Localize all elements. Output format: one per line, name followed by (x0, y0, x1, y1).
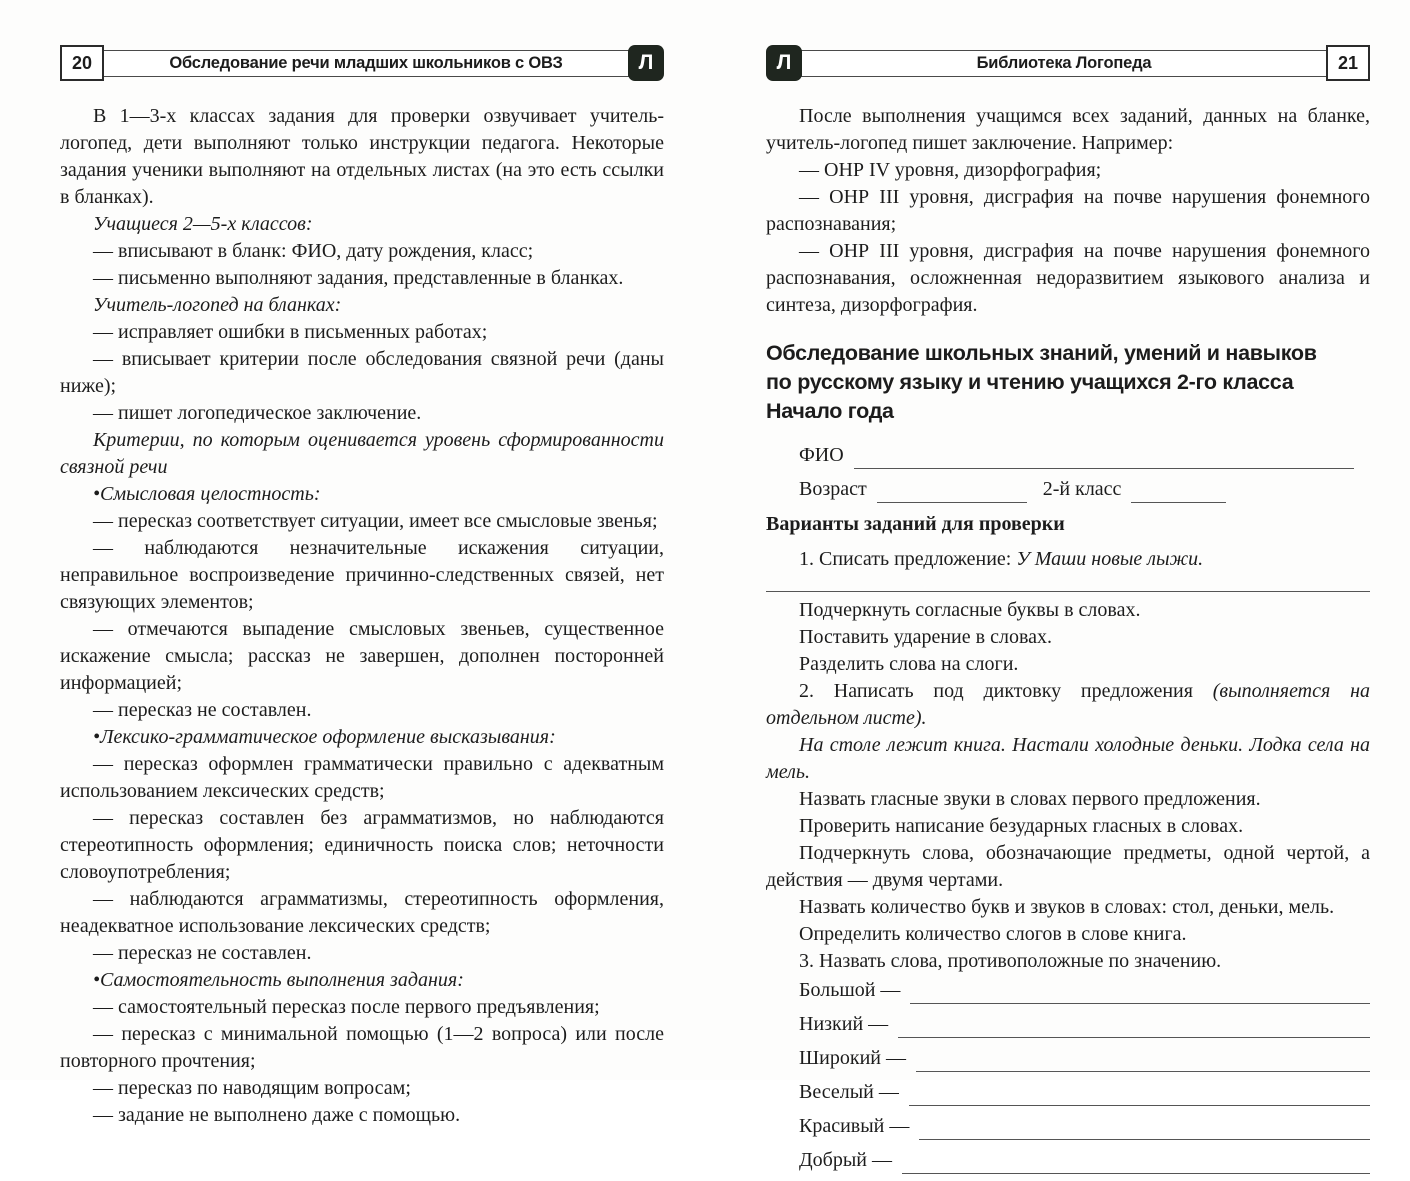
paragraph: Разделить слова на слоги. (799, 653, 1019, 675)
antonym-row (766, 1011, 1370, 1038)
antonym-word: Красивый — (799, 1115, 910, 1137)
paragraph: Критерии, по которым оценивается уровень сформированности связной речи (60, 429, 664, 478)
text-segment: 2. Написать под диктовку предложения (799, 680, 1213, 702)
paragraph: — ОНР III уровня, дисграфия на почве нарушения фонемного распознавания, осложненная недоразвитием языкового анализа и синтеза, дизорфография. (766, 240, 1370, 316)
emphasized-text: (выполняется на отдельном листе). (766, 680, 1370, 729)
blank-line (910, 983, 1370, 1004)
paragraph: — ОНР IV уровня, дизорфография; (799, 159, 1102, 181)
paragraph: На столе лежит книга. Настали холодные деньки. Лодка села на мель. (766, 734, 1370, 783)
paragraph: — отмечаются выпадение смысловых звеньев, существенное искажение смысла; рассказ не завершен, дополнен посторонней информацией; (60, 618, 664, 694)
paragraph: •Смысловая целостность: (93, 483, 321, 505)
paragraph: — пересказ по наводящим вопросам; (93, 1077, 411, 1099)
form-field-row (766, 442, 1370, 469)
paragraph: — пересказ с минимальной помощью (1—2 вопроса) или после повторного прочтения; (60, 1023, 664, 1072)
antonym-row (766, 1045, 1370, 1072)
antonym-row (766, 1147, 1370, 1174)
paragraph: Поставить ударение в словах. (799, 626, 1052, 648)
paragraph: — ОНР III уровня, дисграфия на почве нарушения фонемного распознавания; (766, 186, 1370, 235)
paragraph: — пересказ соответствует ситуации, имеет все смысловые звенья; (93, 510, 658, 532)
antonym-row (766, 1113, 1370, 1140)
field-label: ФИО (799, 444, 844, 466)
blank-line (909, 1085, 1370, 1106)
page-number: 21 (1326, 45, 1370, 81)
paragraph: •Лексико-грамматическое оформление высказывания: (93, 726, 556, 748)
running-title: Обследование речи младших школьников с ОВЗ (103, 50, 629, 77)
antonym-word: Большой — (799, 979, 901, 1001)
blank-line (919, 1119, 1370, 1140)
paragraph: После выполнения учащимся всех заданий, данных на бланке, учитель-логопед пишет заключение. Например: (766, 105, 1370, 154)
paragraph: Подчеркнуть слова, обозначающие предметы, одной чертой, а действия — двумя чертами. (766, 842, 1370, 891)
paragraph: Учащиеся 2—5-х классов: (93, 213, 313, 235)
blank-line (916, 1051, 1370, 1072)
antonym-row (766, 1079, 1370, 1106)
right-page-body (766, 103, 1370, 1174)
antonym-word: Низкий — (799, 1013, 889, 1035)
paragraph: Подчеркнуть согласные буквы в словах. (799, 599, 1141, 621)
paragraph: — вписывает критерии после обследования связной речи (даны ниже); (60, 348, 664, 397)
running-head-left (60, 44, 664, 82)
left-page-body (60, 103, 664, 1129)
running-head-right (766, 44, 1370, 82)
section-heading (766, 339, 1370, 426)
subheading: Варианты заданий для проверки (766, 513, 1065, 535)
blank-line (854, 448, 1354, 469)
page-right (766, 44, 1370, 1181)
blank-line (1131, 482, 1226, 503)
paragraph: — пересказ оформлен грамматически правильно с адекватным использованием лексических средств; (60, 753, 664, 802)
page-left (60, 44, 664, 1129)
antonym-word: Широкий — (799, 1047, 907, 1069)
paragraph: В 1—3-х классах задания для проверки озвучивает учитель-логопед, дети выполняют только инструкции педагога. Некоторые задания ученики выполняют на отдельных листах (на это есть ссылки в бланках). (60, 105, 664, 208)
paragraph: Назвать количество букв и звуков в словах: стол, деньки, мель. (799, 896, 1335, 918)
paragraph: — наблюдаются аграмматизмы, стереотипность оформления, неадекватное использование лексических средств; (60, 888, 664, 937)
field-label: 2-й класс (1042, 478, 1122, 500)
field-label: Возраст (799, 478, 867, 500)
paragraph: — пишет логопедическое заключение. (93, 402, 422, 424)
antonym-row (766, 977, 1370, 1004)
paragraph: — вписывают в бланк: ФИО, дату рождения, класс; (93, 240, 534, 262)
section-heading-line: Начало года (766, 399, 894, 423)
antonym-word: Веселый — (799, 1081, 899, 1103)
logoped-logo-icon: Л (628, 45, 664, 81)
paragraph: — пересказ составлен без аграмматизмов, но наблюдаются стереотипность оформления; единичность поиска слов; неточности словоупотребления; (60, 807, 664, 883)
section-heading-line: по русскому языку и чтению учащихся 2-го класса (766, 370, 1294, 394)
running-title: Библиотека Логопеда (801, 50, 1327, 77)
emphasized-text: У Маши новые лыжи. (1016, 548, 1204, 570)
paragraph: Назвать гласные звуки в словах первого предложения. (799, 788, 1261, 810)
paragraph: — наблюдаются незначительные искажения ситуации, неправильное воспроизведение причинно-следственных связей, нет связующих элементов; (60, 537, 664, 613)
blank-line (898, 1017, 1370, 1038)
blank-line (877, 482, 1027, 503)
paragraph: — исправляет ошибки в письменных работах; (93, 321, 488, 343)
paragraph (766, 546, 1370, 573)
text-segment: 1. Списать предложение: (799, 548, 1017, 570)
writing-line (766, 590, 1370, 592)
logoped-logo-icon: Л (766, 45, 802, 81)
antonym-word: Добрый — (799, 1149, 892, 1171)
form-field-row (766, 476, 1370, 503)
paragraph: — письменно выполняют задания, представленные в бланках. (93, 267, 624, 289)
paragraph: •Самостоятельность выполнения задания: (93, 969, 464, 991)
blank-line (902, 1153, 1370, 1174)
paragraph: Учитель-логопед на бланках: (93, 294, 342, 316)
paragraph: 3. Назвать слова, противоположные по значению. (799, 950, 1222, 972)
paragraph: Определить количество слогов в слове книга. (799, 923, 1187, 945)
paragraph: — самостоятельный пересказ после первого предъявления; (93, 996, 600, 1018)
paragraph: — пересказ не составлен. (93, 699, 312, 721)
paragraph: Проверить написание безударных гласных в словах. (799, 815, 1244, 837)
paragraph: — пересказ не составлен. (93, 942, 312, 964)
page-number: 20 (60, 45, 104, 81)
paragraph (766, 678, 1370, 732)
paragraph: — задание не выполнено даже с помощью. (93, 1104, 461, 1126)
section-heading-line: Обследование школьных знаний, умений и навыков (766, 341, 1317, 365)
